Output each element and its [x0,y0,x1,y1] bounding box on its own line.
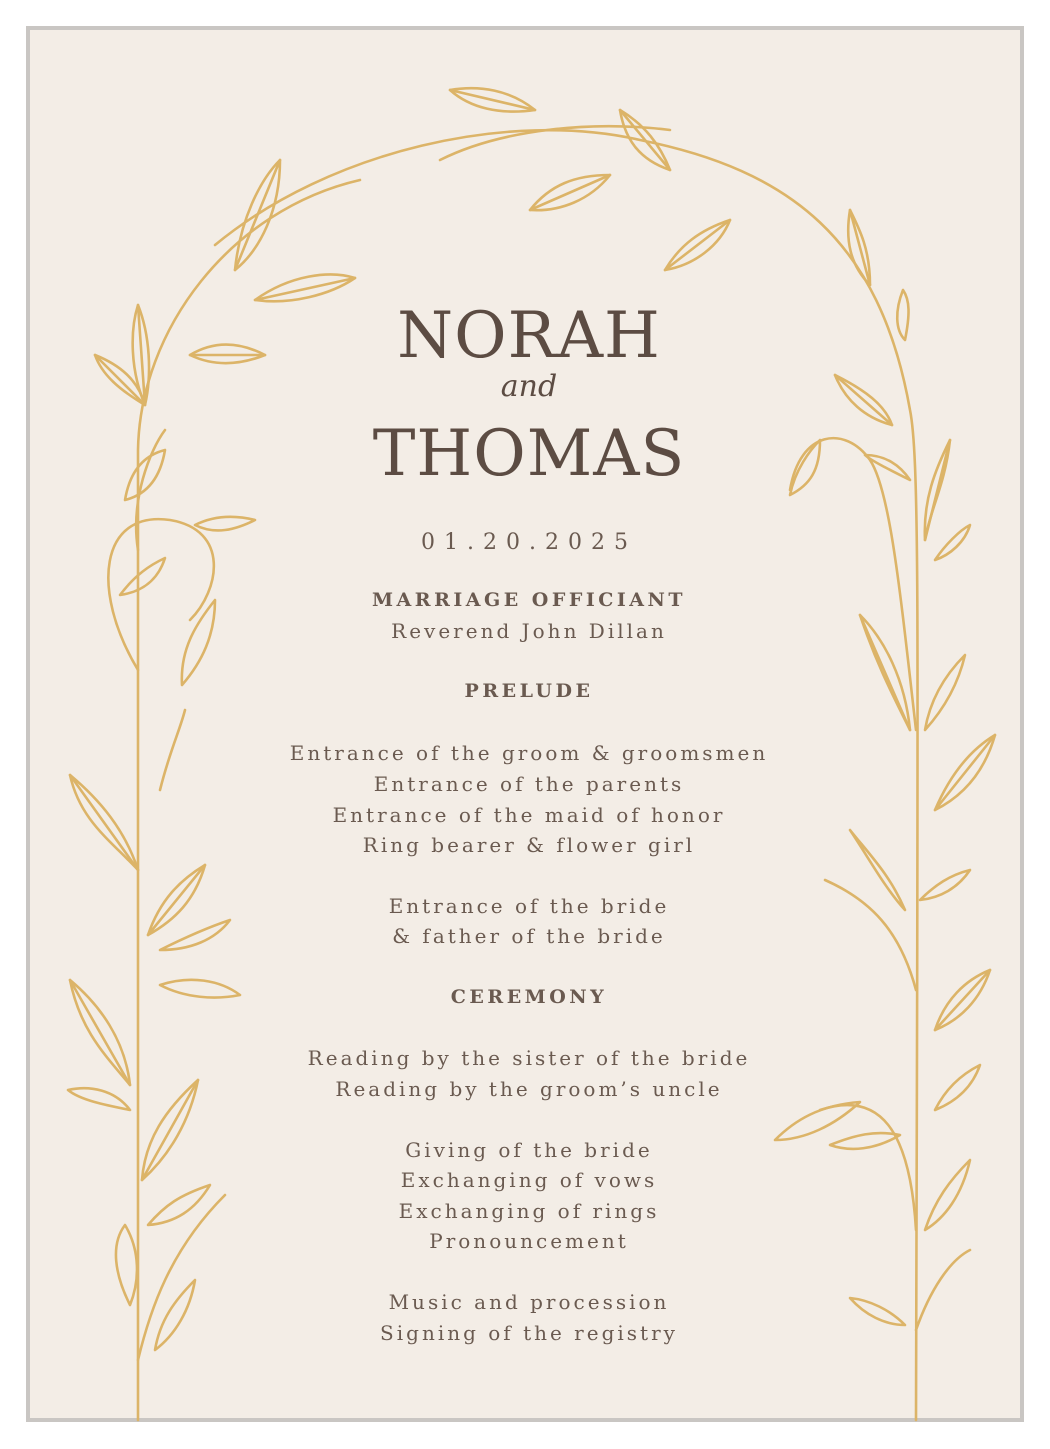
ceremony-heading: CEREMONY [450,986,608,1008]
program-item: Ring bearer & flower girl [362,833,696,857]
program-item: Exchanging of vows [400,1168,658,1192]
program-item: Entrance of the parents [373,772,685,796]
program-item: Entrance of the bride [388,894,670,918]
prelude-heading: PRELUDE [464,680,594,702]
program-item: Exchanging of rings [398,1199,660,1223]
officiant-heading: MARRIAGE OFFICIANT [372,589,686,611]
program-item: Entrance of the maid of honor [332,803,726,827]
connector-word: and [500,369,558,404]
program-item: Entrance of the groom & groomsmen [289,741,769,765]
partner-two-name: THOMAS [372,417,686,491]
program-item: Pronouncement [429,1229,629,1253]
program-item: & father of the bride [392,924,666,948]
program-card [26,26,1024,1422]
program-item: Signing of the registry [380,1321,678,1345]
wedding-date: 01.20.2025 [421,530,637,555]
officiant-name: Reverend John Dillan [391,619,667,643]
program-item: Reading by the groom’s uncle [335,1077,723,1101]
program-item: Reading by the sister of the bride [307,1046,751,1070]
program-item: Giving of the bride [405,1138,653,1162]
program-item: Music and procession [388,1290,670,1314]
partner-one-name: NORAH [397,299,661,373]
